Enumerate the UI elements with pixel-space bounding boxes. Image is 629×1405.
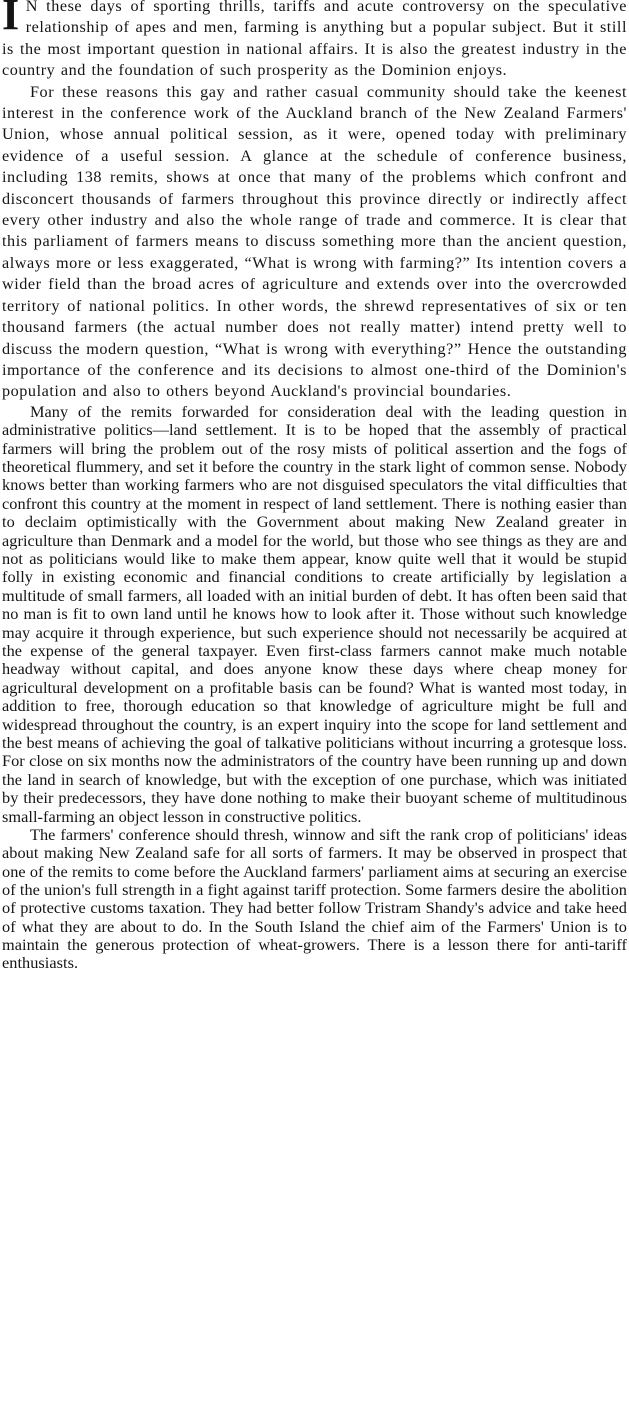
article-paragraph-4 [2, 826, 627, 972]
paragraph-text-3: Many of the remits forwarded for consideration deal with the leading question in administrative politics—land settlement. It is to be hoped that the assembly of practical farmers will bring the problem out of the rosy mists of political assertion and the fogs of theoretical flummery, and set it before the country in the stark light of common sense. Nobody knows better than working farmers who are not disguised speculators the vital difficulties that confront this country at the moment in respect of land settlement. There is nothing easier than to declaim optimistically with the Government about making New Zealand greater in agriculture than Denmark and a model for the world, but those who see things as they are and not as politicians would like to make them appear, know quite well that it would be stupid folly in existing economic and financial conditions to create artificially by legislation a multitude of small farmers, all loaded with an initial burden of debt. It has often been said that no man is fit to own land until he knows how to look after it. Those without such knowledge may acquire it through experience, but such experience should not necessarily be acquired at the expense of the general taxpayer. Even first-class farmers cannot make much notable headway without capital, and does anyone know these days where cheap money for agricultural development on a profitable basis can be found? What is wanted most today, in addition to free, thorough education so that knowledge of agriculture might be full and widespread throughout the country, is an expert inquiry into the scope for land settlement and the best means of achieving the goal of talkative politicians without incurring a grotesque loss. For close on six months now the administrators of the country have been running up and down the land in search of knowledge, but with the exception of one purchase, which was initiated by their predecessors, they have done nothing to make their buoyant scheme of multitudinous small-farming an object lesson in constructive politics. [2, 401, 627, 826]
paragraph-text-2: For these reasons this gay and rather casual community should take the keenest interest in the conference work of the Auckland branch of the New Zealand Farmers' Union, whose annual political session, as it were, opened today with preliminary evidence of a useful session. A glance at the schedule of conference business, including 138 remits, shows at once that many of the problems which confront and disconcert thousands of farmers throughout this province directly or indirectly affect every other industry and also the whole range of trade and commerce. It is clear that this parliament of farmers means to discuss something more than the ancient question, always more or less exaggerated, “What is wrong with farming?” Its intention covers a wider field than the broad acres of agriculture and extends over into the overcrowded territory of national politics. In other words, the shrewd representatives of six or ten thousand farmers (the actual number does not really matter) intend pretty well to discuss the modern question, “What is wrong with everything?” Hence the outstanding importance of the conference and its decisions to almost one-third of the Dominion's population and also to others beyond Auckland's provincial boundaries. [2, 82, 627, 401]
article-column [2, 0, 627, 972]
paragraph-text-4: The farmers' conference should thresh, winnow and sift the rank crop of politicians' ideas about making New Zealand safe for all sorts of farmers. It may be observed in prospect that one of the remits to come before the Auckland farmers' parliament aims at securing an exercise of the union's full strength in a fight against tariff protection. Some farmers desire the abolition of protective customs taxation. They had better follow Tristram Shandy's advice and take heed of what they are about to do. In the South Island the chief aim of the Farmers' Union is to maintain the generous protection of wheat-growers. There is a lesson there for anti-tariff enthusiasts. [2, 825, 627, 973]
drop-cap: I [2, 0, 20, 39]
article-paragraph-2 [2, 82, 627, 403]
paragraph-text-1: N these days of sporting thrills, tariffs and acute controversy on the speculative relationship of apes and men, farming is anything but a popular subject. But it still is the most important question in national affairs. It is also the greatest industry in the country and the foundation of such prosperity as the Dominion enjoys. [2, 0, 627, 80]
article-paragraph-1 [2, 0, 627, 82]
article-paragraph-3 [2, 403, 627, 826]
